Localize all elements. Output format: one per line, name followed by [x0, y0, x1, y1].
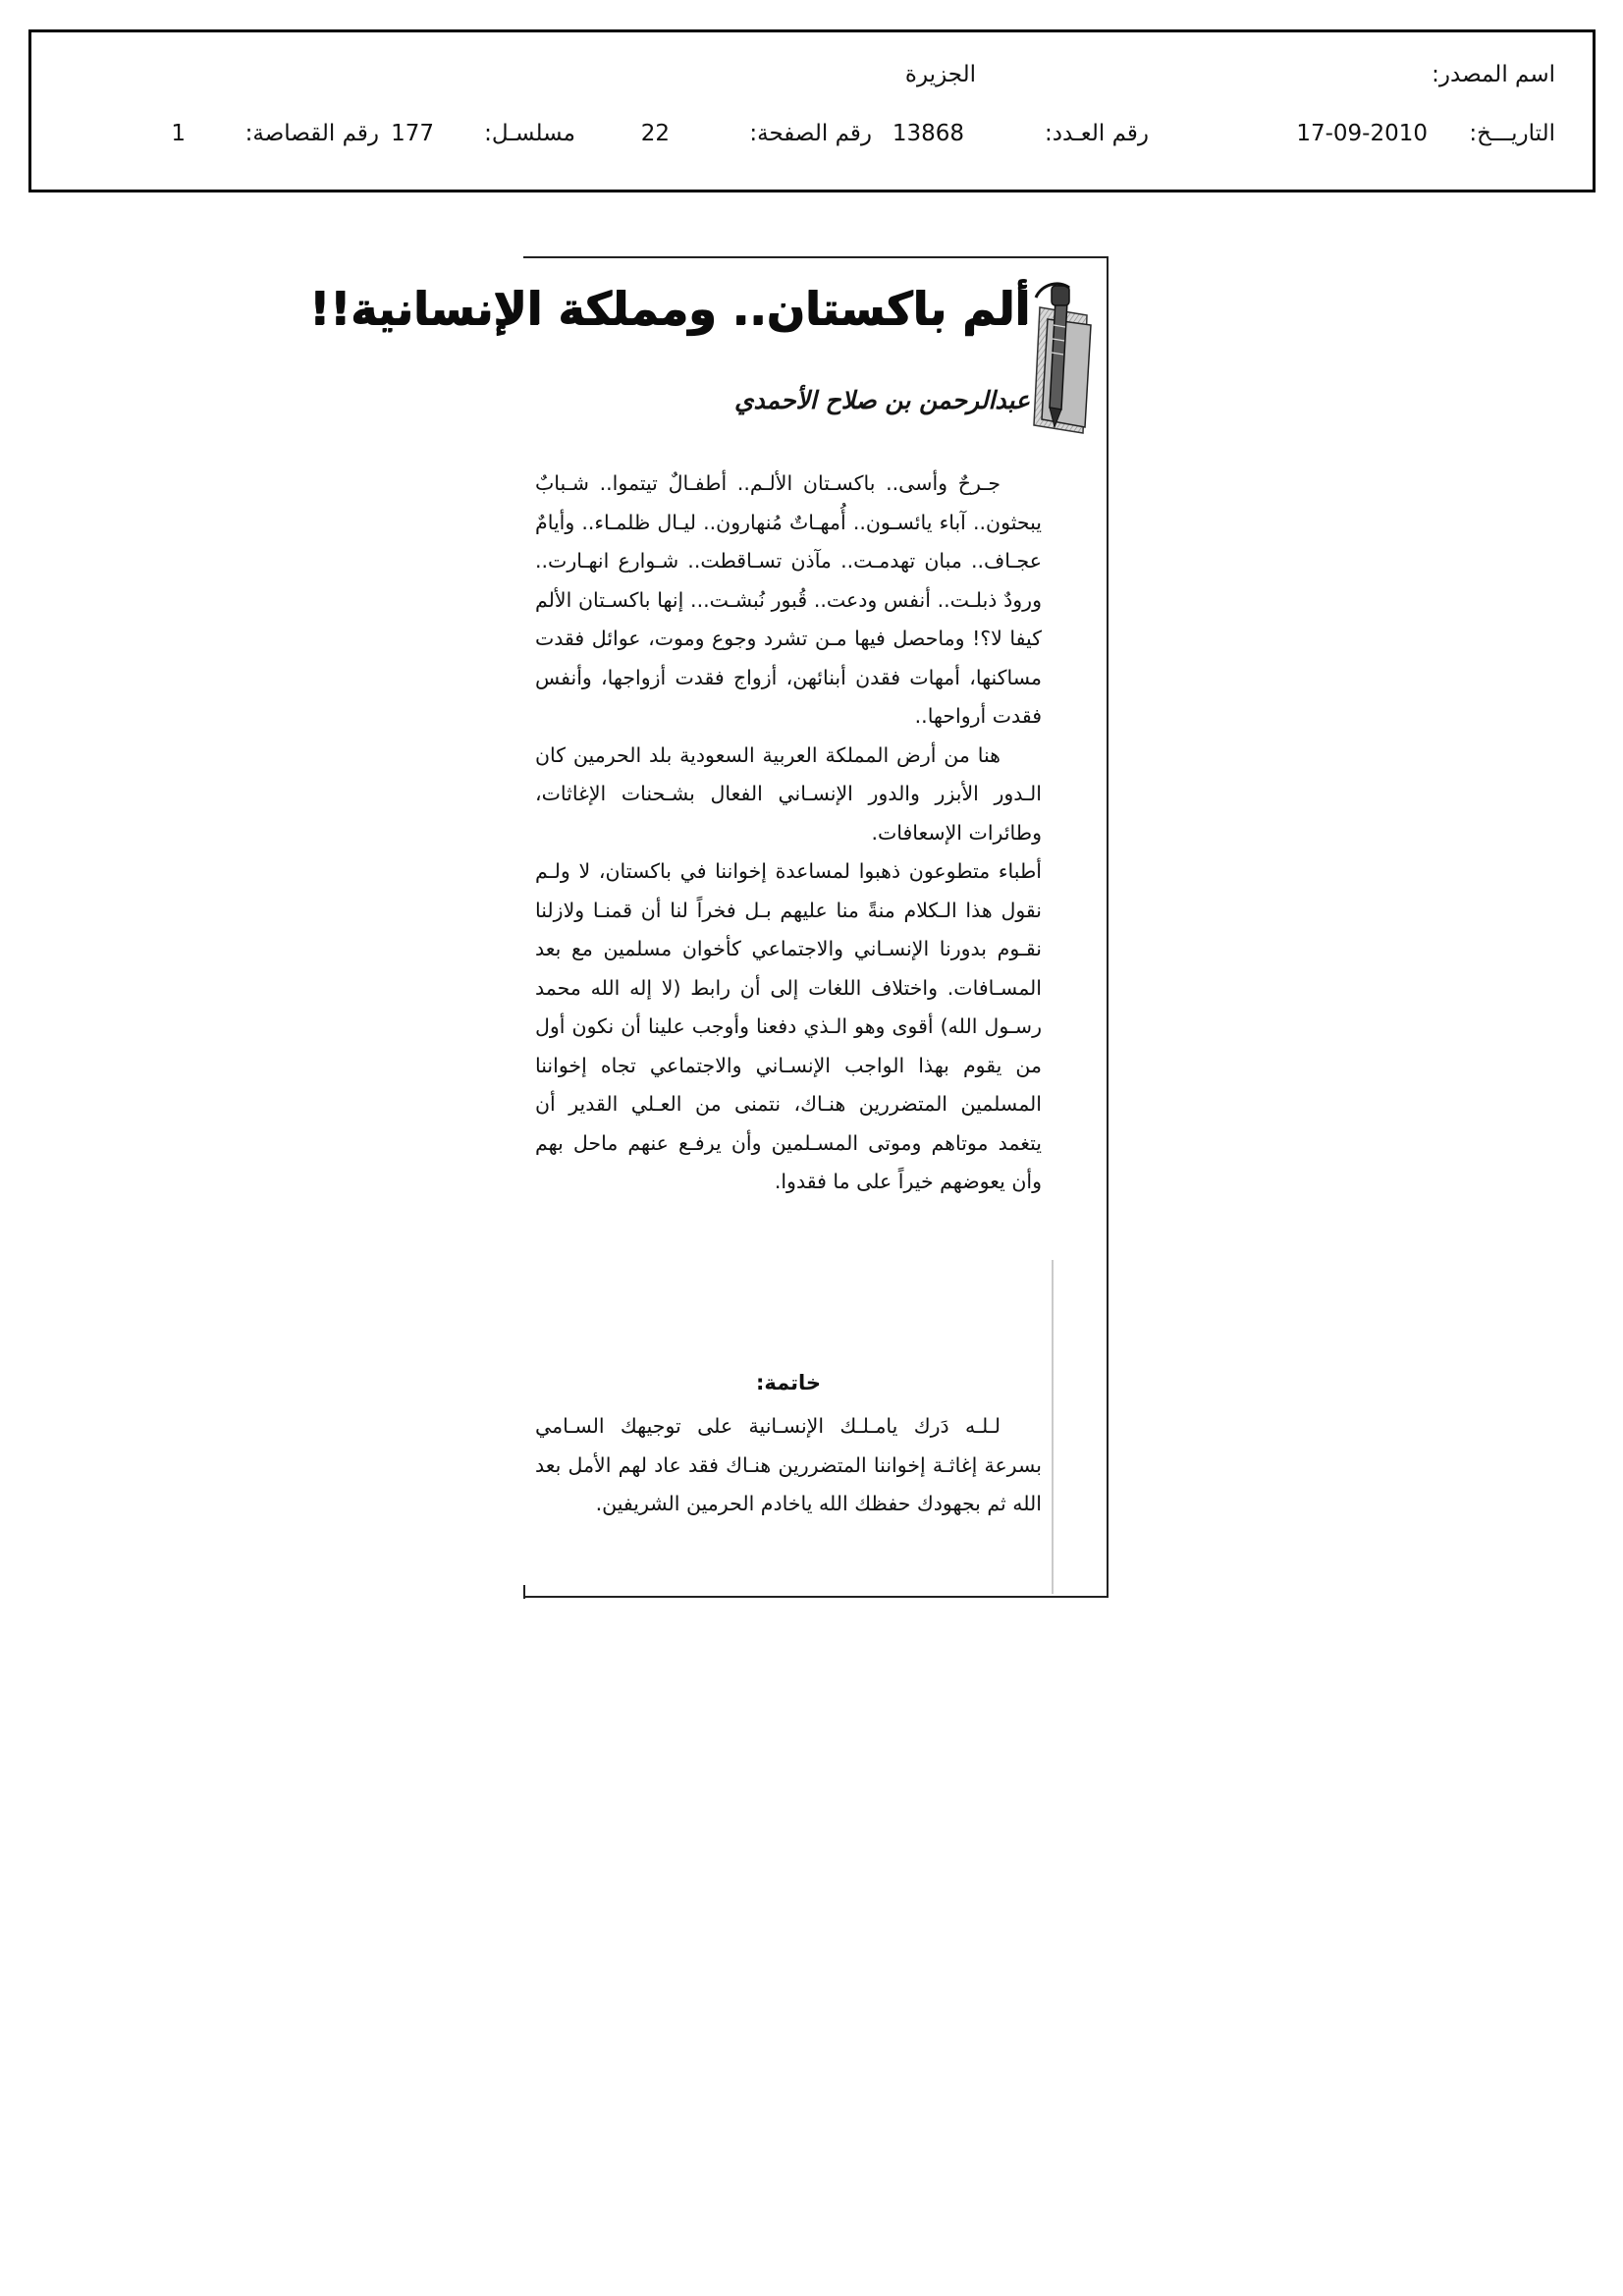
clipping-value: 1	[171, 121, 186, 146]
metadata-box	[28, 29, 1596, 192]
date-value: 17-09-2010	[1296, 121, 1428, 146]
source-value: الجزيرة	[904, 62, 976, 87]
conclusion-heading: خاتمة:	[755, 1371, 822, 1394]
article-paragraph: أطباء متطوعون ذهبوا لمساعدة إخواننا في باكستان، لا ولـم نقول هذا الـكلام منةً منا عليهم بـل فخراً لنا أن قمنـا ولازلنا نقـوم بدورنا الإنسـاني والاجتماعي كأخوان مسلمين مع بعد المسـافات. واختلاف اللغات إلى أن رابط (لا إله الله محمد رسـول الله) أقوى وهو الـذي دفعنا وأوجب علينا أن نكون أول من يقوم بهذا الواجب الإنسـاني والاجتماعي تجاه إخواننا المسلمين المتضررين هنـاك، نتمنى من العـلي القدير أن يتغمد موتاهم وموتى المسـلمين وأن يرفـع عنهم ماحل بهم وأن يعوضهم خيراً على ما فقدوا.	[535, 859, 1042, 1193]
clipping-edge	[523, 1585, 525, 1599]
serial-label: مسلسـل:	[484, 121, 575, 146]
date-label: التاريـــخ:	[1469, 121, 1555, 146]
conclusion-paragraph: لـلـه دَرك يامـلـك الإنسـانية على توجيهك السـامي بسرعة إغاثـة إخواننا المتضررين هنـاك فقد عاد لهم الأمل بعد الله ثم بجهودك حفظك الله ياخادم الحرمين الشريفين.	[535, 1414, 1042, 1515]
article-author: عبدالرحمن بن صلاح الأحمدي	[733, 386, 1030, 414]
pen-icon	[1026, 280, 1095, 437]
column-rule	[1052, 1260, 1054, 1594]
article-body	[535, 465, 1042, 1202]
issue-value: 13868	[892, 121, 964, 146]
headline-area	[308, 258, 1109, 445]
issue-label: رقم العـدد:	[1044, 121, 1149, 146]
article-paragraph: جـرحٌ وأسى.. باكسـتان الألـم.. أطفـالٌ تيتموا.. شـبابٌ يبحثون.. آباء يائسـون.. أُمهـاتٌ مُنهارون.. ليـال ظلمـاء.. وأيامٌ عجـاف.. مبان تهدمـت.. مآذن تسـاقطت.. شـوارع انهـارت.. ورودٌ ذبلـت.. أنفس ودعت.. قُبور نُبشـت... إنها باكسـتان الألم كيفا لا؟! وماحصل فيها مـن تشرد وجوع وموت، عوائل فقدت مساكنها، أمهات فقدن أبنائهن، أزواج فقدت أزواجها، وأنفس فقدت أرواحها..	[535, 471, 1042, 728]
page-label: رقم الصفحة:	[749, 121, 872, 146]
article-title: ألم باكستان.. ومملكة الإنسانية!!	[308, 282, 1030, 335]
conclusion-body	[535, 1407, 1042, 1524]
source-label: اسم المصدر:	[1432, 62, 1555, 87]
serial-value: 177	[391, 121, 434, 146]
article-paragraph: هنا من أرض المملكة العربية السعودية بلد الحرمين كان الـدور الأبزر والدور الإنسـاني الفعال بشـحنات الإغاثات، وطائرات الإسعافات.	[535, 742, 1042, 845]
article-clipping	[308, 256, 1109, 1598]
page-value: 22	[640, 121, 670, 146]
clipping-label: رقم القصاصة:	[244, 121, 379, 146]
